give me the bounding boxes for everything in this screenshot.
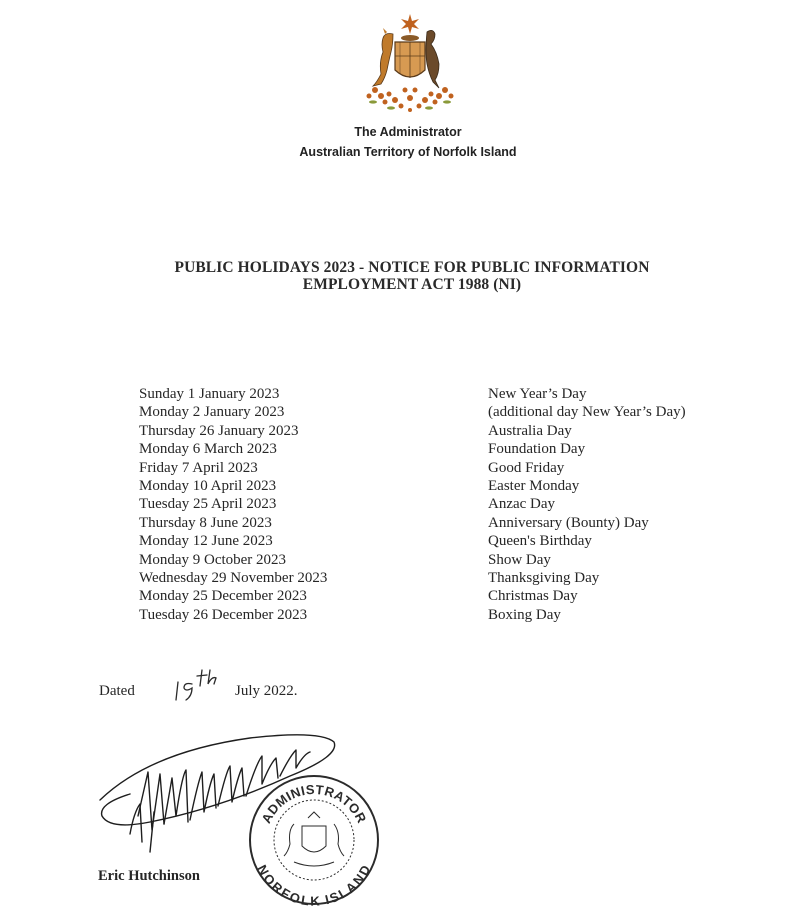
seal-bottom-text: NORFOLK ISLAND xyxy=(254,862,374,909)
holiday-row xyxy=(0,607,800,625)
holiday-date: Monday 6 March 2023 xyxy=(139,441,277,458)
issuer-territory: Australian Territory of Norfolk Island xyxy=(299,145,517,159)
holiday-name: (additional day New Year’s Day) xyxy=(488,404,686,421)
holiday-row xyxy=(0,496,800,514)
holiday-name: Show Day xyxy=(488,551,551,568)
holiday-date: Monday 9 October 2023 xyxy=(139,551,287,568)
holiday-date: Tuesday 25 April 2023 xyxy=(139,496,277,513)
holiday-date: Thursday 26 January 2023 xyxy=(139,422,299,439)
holiday-list xyxy=(0,386,800,625)
holiday-name: Good Friday xyxy=(488,459,565,476)
holiday-name: Easter Monday xyxy=(488,477,580,494)
holiday-row xyxy=(0,386,800,404)
holiday-name: Anniversary (Bounty) Day xyxy=(488,514,649,531)
holiday-row xyxy=(0,570,800,588)
holiday-date: Friday 7 April 2023 xyxy=(139,459,258,476)
holiday-row xyxy=(0,404,800,422)
holiday-row xyxy=(0,460,800,478)
holiday-date: Thursday 8 June 2023 xyxy=(139,514,272,531)
holiday-row xyxy=(0,441,800,459)
holiday-name: Christmas Day xyxy=(488,588,578,605)
holiday-date: Monday 12 June 2023 xyxy=(139,533,273,550)
holiday-row xyxy=(0,478,800,496)
dated-label: Dated xyxy=(99,683,135,699)
holiday-date: Wednesday 29 November 2023 xyxy=(139,569,328,586)
signatory-name: Eric Hutchinson xyxy=(98,868,200,884)
holiday-row xyxy=(0,533,800,551)
issuer-title: The Administrator xyxy=(354,125,462,139)
coat-of-arms-icon xyxy=(355,12,465,117)
holiday-name: New Year’s Day xyxy=(488,386,587,402)
holiday-date: Tuesday 26 December 2023 xyxy=(139,606,308,623)
holiday-name: Anzac Day xyxy=(488,496,556,513)
seal-top-text: ADMINISTRATOR xyxy=(258,781,370,826)
holiday-date: Monday 2 January 2023 xyxy=(139,404,285,421)
notice-subtitle: EMPLOYMENT ACT 1988 (NI) xyxy=(302,276,522,293)
holiday-row xyxy=(0,515,800,533)
notice-title: PUBLIC HOLIDAYS 2023 - NOTICE FOR PUBLIC INFORMATION xyxy=(174,259,650,276)
holiday-row xyxy=(0,552,800,570)
holiday-name: Foundation Day xyxy=(488,441,586,458)
holiday-date: Monday 25 December 2023 xyxy=(139,588,307,605)
seal-crest-icon xyxy=(284,812,344,866)
holiday-name: Thanksgiving Day xyxy=(488,569,600,586)
holiday-name: Boxing Day xyxy=(488,606,561,623)
holiday-date: Sunday 1 January 2023 xyxy=(139,386,280,402)
holiday-row xyxy=(0,423,800,441)
dated-month: July 2022. xyxy=(235,683,298,699)
handwritten-day-icon xyxy=(170,668,230,708)
holiday-row xyxy=(0,588,800,606)
holiday-name: Queen's Birthday xyxy=(488,533,592,550)
holiday-name: Australia Day xyxy=(488,422,572,439)
administrator-seal xyxy=(244,770,384,910)
holiday-date: Monday 10 April 2023 xyxy=(139,477,277,494)
